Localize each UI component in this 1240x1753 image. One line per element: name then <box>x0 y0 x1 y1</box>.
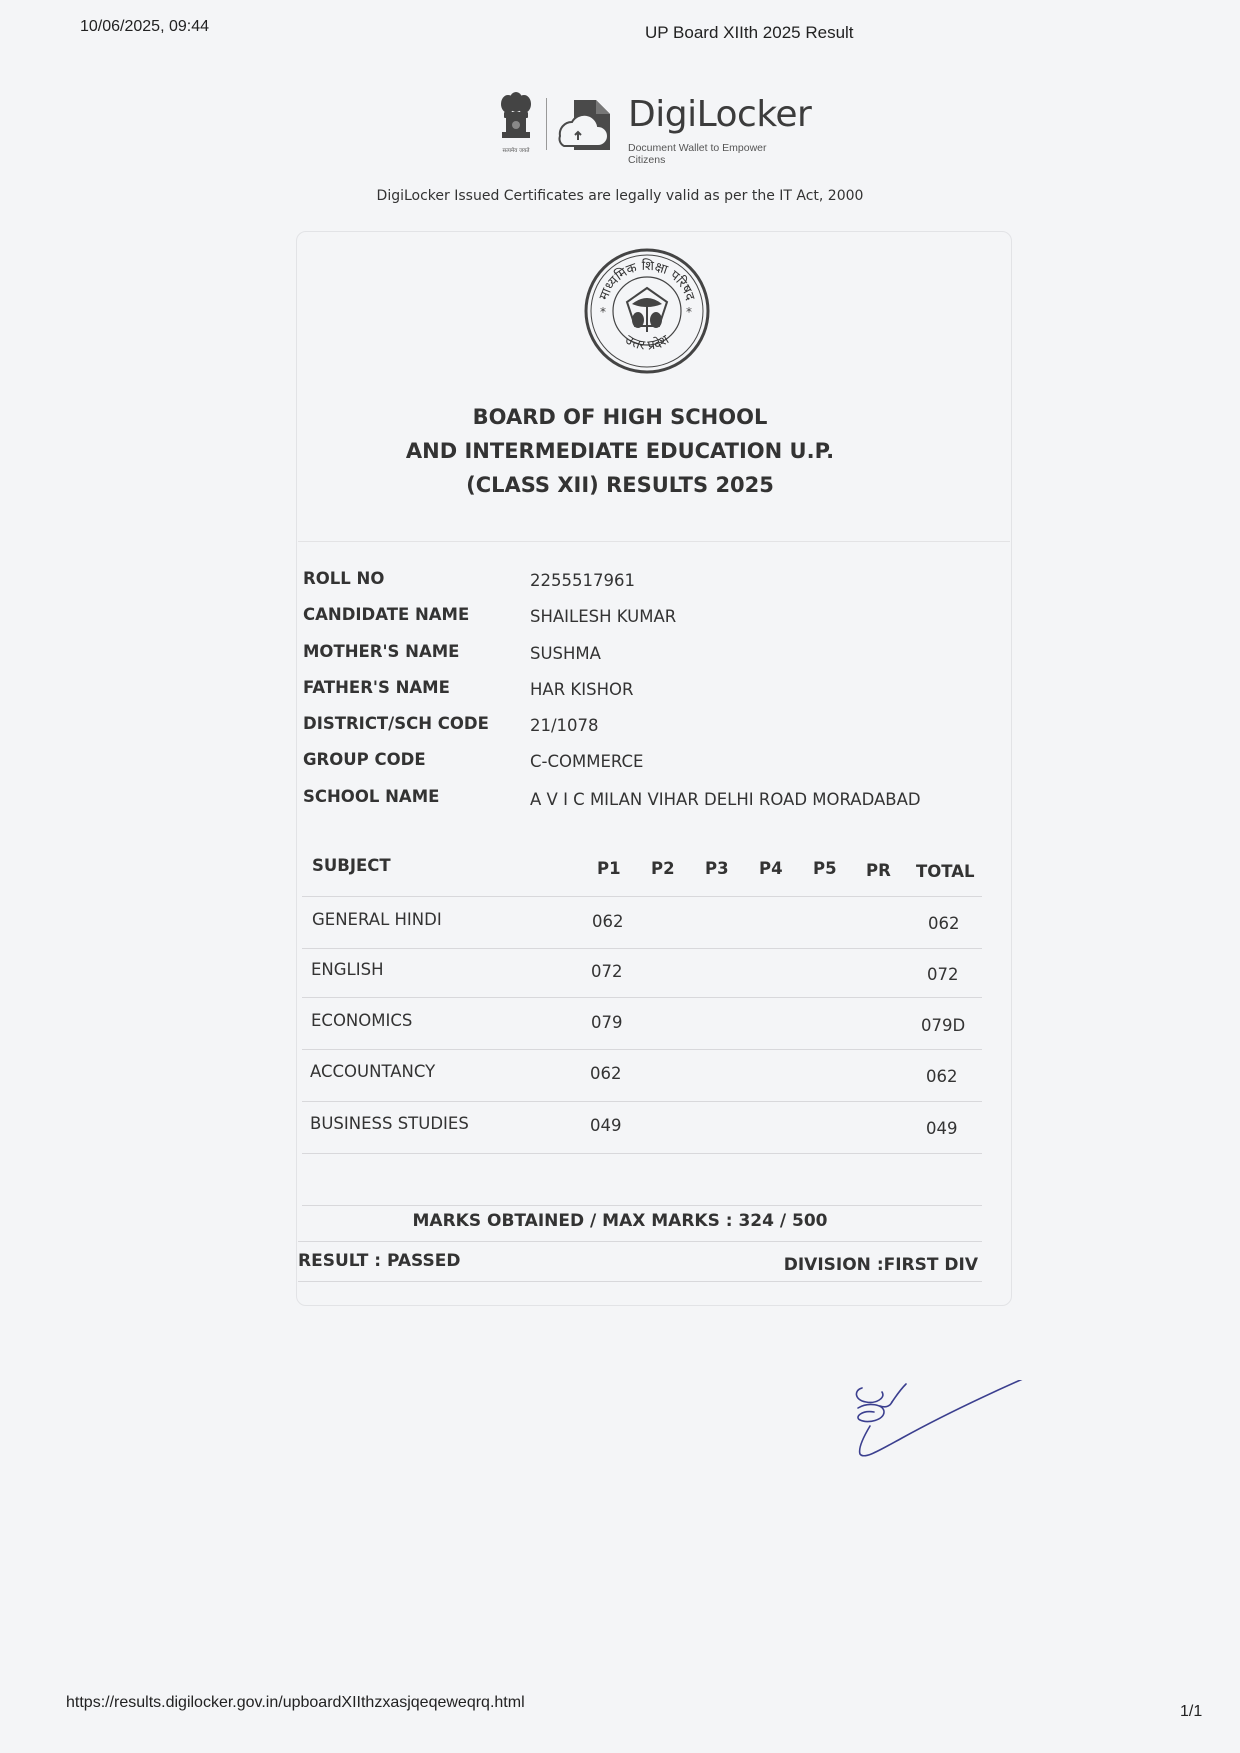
signature-icon <box>850 1380 1050 1495</box>
header-subject: SUBJECT <box>312 856 391 875</box>
header-p4: P4 <box>759 859 783 878</box>
subject-cell: ECONOMICS <box>311 1011 413 1030</box>
district-school-code-value: 21/1078 <box>530 716 599 735</box>
group-code-value: C-COMMERCE <box>530 752 644 771</box>
district-school-code-label: DISTRICT/SCH CODE <box>303 714 489 733</box>
validity-note: DigiLocker Issued Certificates are legally valid as per the IT Act, 2000 <box>376 188 864 204</box>
school-name-value: A V I C MILAN VIHAR DELHI ROAD MORADABAD <box>530 790 921 809</box>
p1-cell: 072 <box>591 962 623 981</box>
roll-no-value: 2255517961 <box>530 571 635 590</box>
digilocker-logo <box>496 90 812 166</box>
total-cell: 072 <box>927 965 959 984</box>
print-url: https://results.digilocker.gov.in/upboardXIIthzxasjqeqeweqrq.html <box>66 1694 525 1711</box>
total-cell: 049 <box>926 1119 958 1138</box>
candidate-name-value: SHAILESH KUMAR <box>530 607 677 626</box>
header-total: TOTAL <box>916 862 975 881</box>
header-p5: P5 <box>813 859 837 878</box>
table-divider <box>302 948 982 949</box>
digilocker-icon <box>556 96 616 154</box>
board-title-line-2: AND INTERMEDIATE EDUCATION U.P. <box>405 439 835 463</box>
header-pr: PR <box>866 861 891 880</box>
svg-text:माध्यमिक शिक्षा परिषद <box>597 258 698 303</box>
board-title-line-3: (CLASS XII) RESULTS 2025 <box>466 473 774 497</box>
table-divider <box>302 1205 982 1206</box>
header-p1: P1 <box>597 859 621 878</box>
digilocker-wordmark: DigiLocker <box>628 94 812 135</box>
p1-cell: 079 <box>591 1013 623 1032</box>
fathers-name-label: FATHER'S NAME <box>303 678 450 697</box>
seal-bottom-text: उत्तर प्रदेश <box>622 332 672 354</box>
emblem-motto: सत्यमेव जयते <box>502 148 530 154</box>
subject-cell: GENERAL HINDI <box>312 910 442 929</box>
title-divider <box>298 541 1010 542</box>
summary-divider <box>298 1241 982 1242</box>
subject-cell: BUSINESS STUDIES <box>310 1114 469 1133</box>
svg-text:*: * <box>600 305 606 319</box>
print-page-number: 1/1 <box>1180 1703 1203 1720</box>
result-status: RESULT : PASSED <box>298 1251 461 1271</box>
table-divider <box>302 896 982 897</box>
svg-text:उत्तर प्रदेश <box>622 332 673 354</box>
board-title <box>0 400 1240 502</box>
board-seal-icon <box>584 248 710 374</box>
school-name-label: SCHOOL NAME <box>303 787 440 806</box>
mothers-name-value: SUSHMA <box>530 644 601 663</box>
fathers-name-value: HAR KISHOR <box>530 680 634 699</box>
marks-summary: MARKS OBTAINED / MAX MARKS : 324 / 500 <box>412 1211 828 1231</box>
group-code-label: GROUP CODE <box>303 750 426 769</box>
subject-cell: ENGLISH <box>311 960 384 979</box>
total-cell: 062 <box>928 914 960 933</box>
p1-cell: 049 <box>590 1116 622 1135</box>
total-cell: 079D <box>921 1016 966 1035</box>
roll-no-label: ROLL NO <box>303 569 385 588</box>
header-p3: P3 <box>705 859 729 878</box>
svg-text:*: * <box>686 305 692 319</box>
mothers-name-label: MOTHER'S NAME <box>303 642 460 661</box>
board-title-line-1: BOARD OF HIGH SCHOOL <box>472 405 768 429</box>
seal-top-text: माध्यमिक शिक्षा परिषद <box>596 258 698 303</box>
header-p2: P2 <box>651 859 675 878</box>
p1-cell: 062 <box>590 1064 622 1083</box>
division-status: DIVISION :FIRST DIV <box>783 1255 978 1275</box>
print-datetime: 10/06/2025, 09:44 <box>80 18 210 35</box>
table-divider <box>302 1153 982 1154</box>
print-page-title: UP Board XIIth 2025 Result <box>645 23 854 42</box>
candidate-name-label: CANDIDATE NAME <box>303 605 470 624</box>
total-cell: 062 <box>926 1067 958 1086</box>
table-divider <box>302 1101 982 1102</box>
subject-cell: ACCOUNTANCY <box>310 1062 436 1081</box>
summary-divider <box>298 1281 982 1282</box>
digilocker-tagline: Document Wallet to Empower Citizens <box>628 142 767 166</box>
table-divider <box>302 997 982 998</box>
national-emblem-icon <box>496 90 536 158</box>
table-divider <box>302 1049 982 1050</box>
logo-divider <box>546 98 547 150</box>
p1-cell: 062 <box>592 912 624 931</box>
